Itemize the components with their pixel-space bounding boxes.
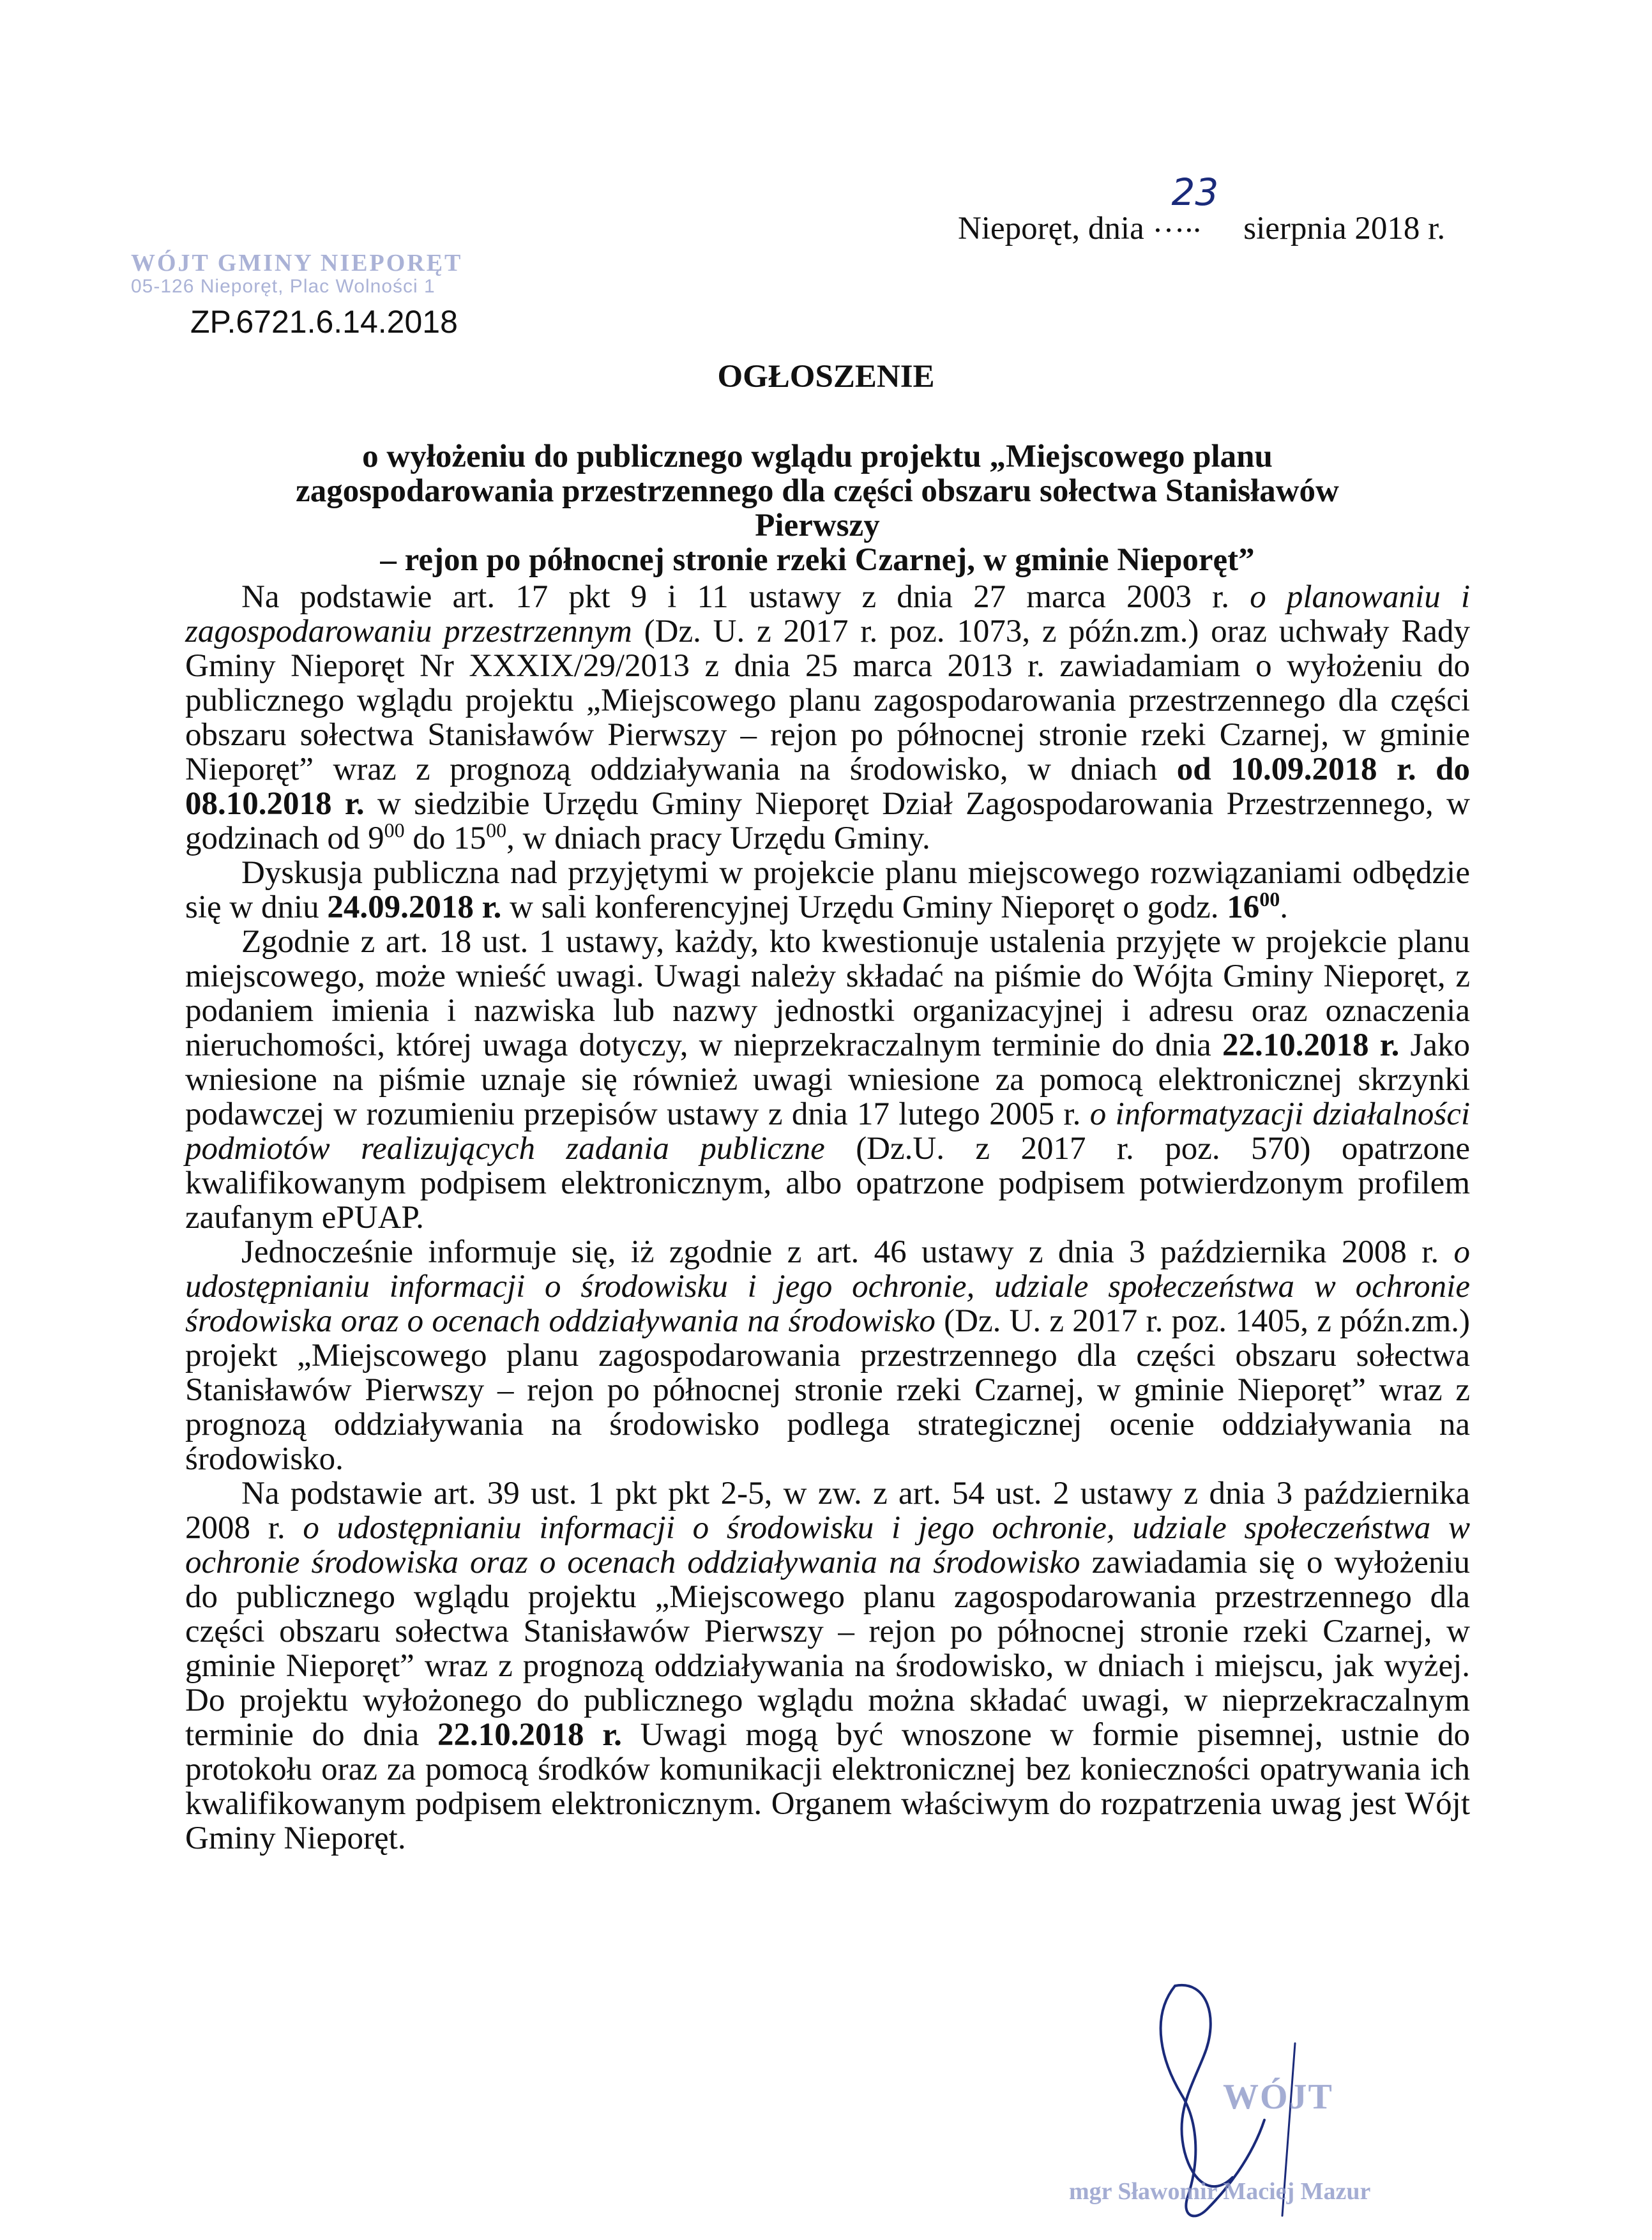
signature-title: WÓJT <box>1223 2077 1333 2117</box>
text-run: . <box>1280 889 1288 925</box>
stamp-line-1: WÓJT GMINY NIEPORĘT <box>131 250 463 276</box>
paragraph-2 <box>185 856 1470 925</box>
text-run: , w dniach pracy Urzędu Gminy. <box>506 821 930 856</box>
text-run: Uwagi mogą być wnoszone w formie pisemnej, ustnie do protokołu oraz za pomocą środków komunikacji elektronicznej bez konieczności opatrywania ich kwalifikowanym podpisem elektronicznym. Organem właściwym do rozpatrzenia uwag jest Wójt Gminy Nieporęt. <box>185 1717 1470 1856</box>
text-run: (Dz.U. z 2017 r. poz. 570) opatrzone kwalifikowanym podpisem elektronicznym, albo opatrzone podpisem potwierdzonym profilem zaufanym ePUAP. <box>185 1131 1470 1236</box>
text-run: Na podstawie art. 17 pkt 9 i 11 ustawy z dnia 27 marca 2003 r. <box>241 579 1250 615</box>
text-run: (Dz. U. z 2017 r. poz. 1073, z późn.zm.) oraz uchwały Rady Gminy Nieporęt Nr XXXIX/29/2013 z dnia 25 marca 2013 r. zawiadamiam o wyłożeniu do publicznego wglądu projektu „Miejscowego planu zagospodarowania przestrzennego dla części obszaru sołectwa Stanisławów Pierwszy – rejon po północnej stronie rzeki Czarnej, w gminie Nieporęt” wraz z prognozą oddziaływania na środowisko, w dniach <box>185 614 1470 787</box>
date-range-bold: od 10.09.2018 r. do 08.10.2018 r. <box>185 752 1470 822</box>
office-stamp <box>131 250 462 298</box>
stamp-line-2: 05-126 Nieporęt, Plac Wolności 1 <box>131 276 436 297</box>
place-date-prefix: Nieporęt, dnia <box>958 211 1153 246</box>
text-run: zawiadamia się o wyłożeniu do publicznego wglądu projektu „Miejscowego planu zagospodarowania przestrzennego dla części obszaru sołectwa Stanisławów Pierwszy – rejon po północnej stronie rzeki Czarnej, w gminie Nieporęt” wraz z prognozą oddziaływania na środowisko, w dniach i miejscu, jak wyżej. Do projektu wyłożonego do publicznego wglądu można składać uwagi, w nieprzekraczalnym terminie do dnia <box>185 1545 1470 1753</box>
subtitle-line-2: zagospodarowania przestrzennego dla części obszaru sołectwa Stanisławów Pierwszy <box>296 473 1339 543</box>
paragraph-4 <box>185 1235 1470 1476</box>
signatory-name: mgr Sławomir Maciej Mazur <box>1069 2178 1371 2205</box>
place-date-suffix: sierpnia 2018 r. <box>1235 211 1446 246</box>
text-run: Dyskusja publiczna nad przyjętymi w projekcie planu miejscowego rozwiązaniami odbędzie się w dniu <box>185 855 1470 925</box>
superscript: 00 <box>1259 888 1280 911</box>
act-title-italic: o udostępnianiu informacji o środowisku i jego ochronie, udziale społeczeństwa w ochronie środowiska oraz o ocenach oddziaływania na środowisko <box>185 1234 1470 1339</box>
document-subtitle <box>243 439 1392 577</box>
subtitle-line-1: o wyłożeniu do publicznego wglądu projektu „Miejscowego planu <box>362 439 1273 474</box>
reference-number: ZP.6721.6.14.2018 <box>190 304 458 340</box>
document-title: OGŁOSZENIE <box>717 359 935 395</box>
text-run: w siedzibie Urzędu Gminy Nieporęt Dział Zagospodarowania Przestrzennego, w godzinach od 9 <box>185 786 1470 856</box>
text-run: Na podstawie art. 39 ust. 1 pkt pkt 2-5, w zw. z art. 54 ust. 2 ustawy z dnia 3 października 2008 r. <box>185 1476 1470 1546</box>
paragraph-5 <box>185 1476 1470 1856</box>
paragraph-3 <box>185 925 1470 1235</box>
text-run: Zgodnie z art. 18 ust. 1 ustawy, każdy, kto kwestionuje ustalenia przyjęte w projekcie planu miejscowego, może wnieść uwagi. Uwagi należy składać na piśmie do Wójta Gminy Nieporęt, z podaniem imienia i nazwiska lub nazwy jednostki organizacyjnej i adresu oraz oznaczenia nieruchomości, której uwaga dotyczy, w nieprzekraczalnym terminie do dnia <box>185 924 1470 1063</box>
day-number: 23 <box>1171 170 1219 214</box>
signature-block <box>1069 1967 1469 2235</box>
text-run: Jako wniesione na piśmie uznaje się również uwagi wniesione za pomocą elektronicznej skrzynki podawczej w rozumieniu przepisów ustawy z dnia 17 lutego 2005 r. <box>185 1027 1470 1132</box>
day-dots: ….. <box>1152 204 1201 239</box>
act-title-italic: o udostępnianiu informacji o środowisku i jego ochronie, udziale społeczeństwa w ochronie środowiska oraz o ocenach oddziaływania na środowisko <box>185 1510 1470 1580</box>
subtitle-line-3: – rejon po północnej stronie rzeki Czarnej, w gminie Nieporęt” <box>380 542 1255 578</box>
text-run: w sali konferencyjnej Urzędu Gminy Nieporęt o godz. <box>501 889 1227 925</box>
text-run: do 15 <box>404 821 487 856</box>
act-title-italic: o informatyzacji działalności podmiotów realizujących zadania publiczne <box>185 1096 1470 1167</box>
handwritten-day <box>1152 170 1235 239</box>
paragraph-1 <box>185 580 1470 856</box>
text-run: Jednocześnie informuje się, iż zgodnie z art. 46 ustawy z dnia 3 października 2008 r. <box>241 1234 1454 1270</box>
deadline-bold: 22.10.2018 r. <box>437 1717 622 1753</box>
announcement-body <box>185 580 1470 1856</box>
discussion-hour-bold: 16 <box>1227 889 1260 925</box>
deadline-bold: 22.10.2018 r. <box>1222 1027 1400 1063</box>
superscript: 00 <box>384 819 405 842</box>
place-date-line <box>958 170 1446 246</box>
superscript: 00 <box>486 819 507 842</box>
discussion-date-bold: 24.09.2018 r. <box>327 889 502 925</box>
text-run: (Dz. U. z 2017 r. poz. 1405, z późn.zm.) projekt „Miejscowego planu zagospodarowania przestrzennego dla części obszaru sołectwa Stanisławów Pierwszy – rejon po północnej stronie rzeki Czarnej, w gminie Nieporęt” wraz z prognozą oddziaływania na środowisko podlega strategicznej ocenie oddziaływania na środowisko. <box>185 1303 1470 1477</box>
act-title-italic: o planowaniu i zagospodarowaniu przestrzennym <box>185 579 1471 649</box>
